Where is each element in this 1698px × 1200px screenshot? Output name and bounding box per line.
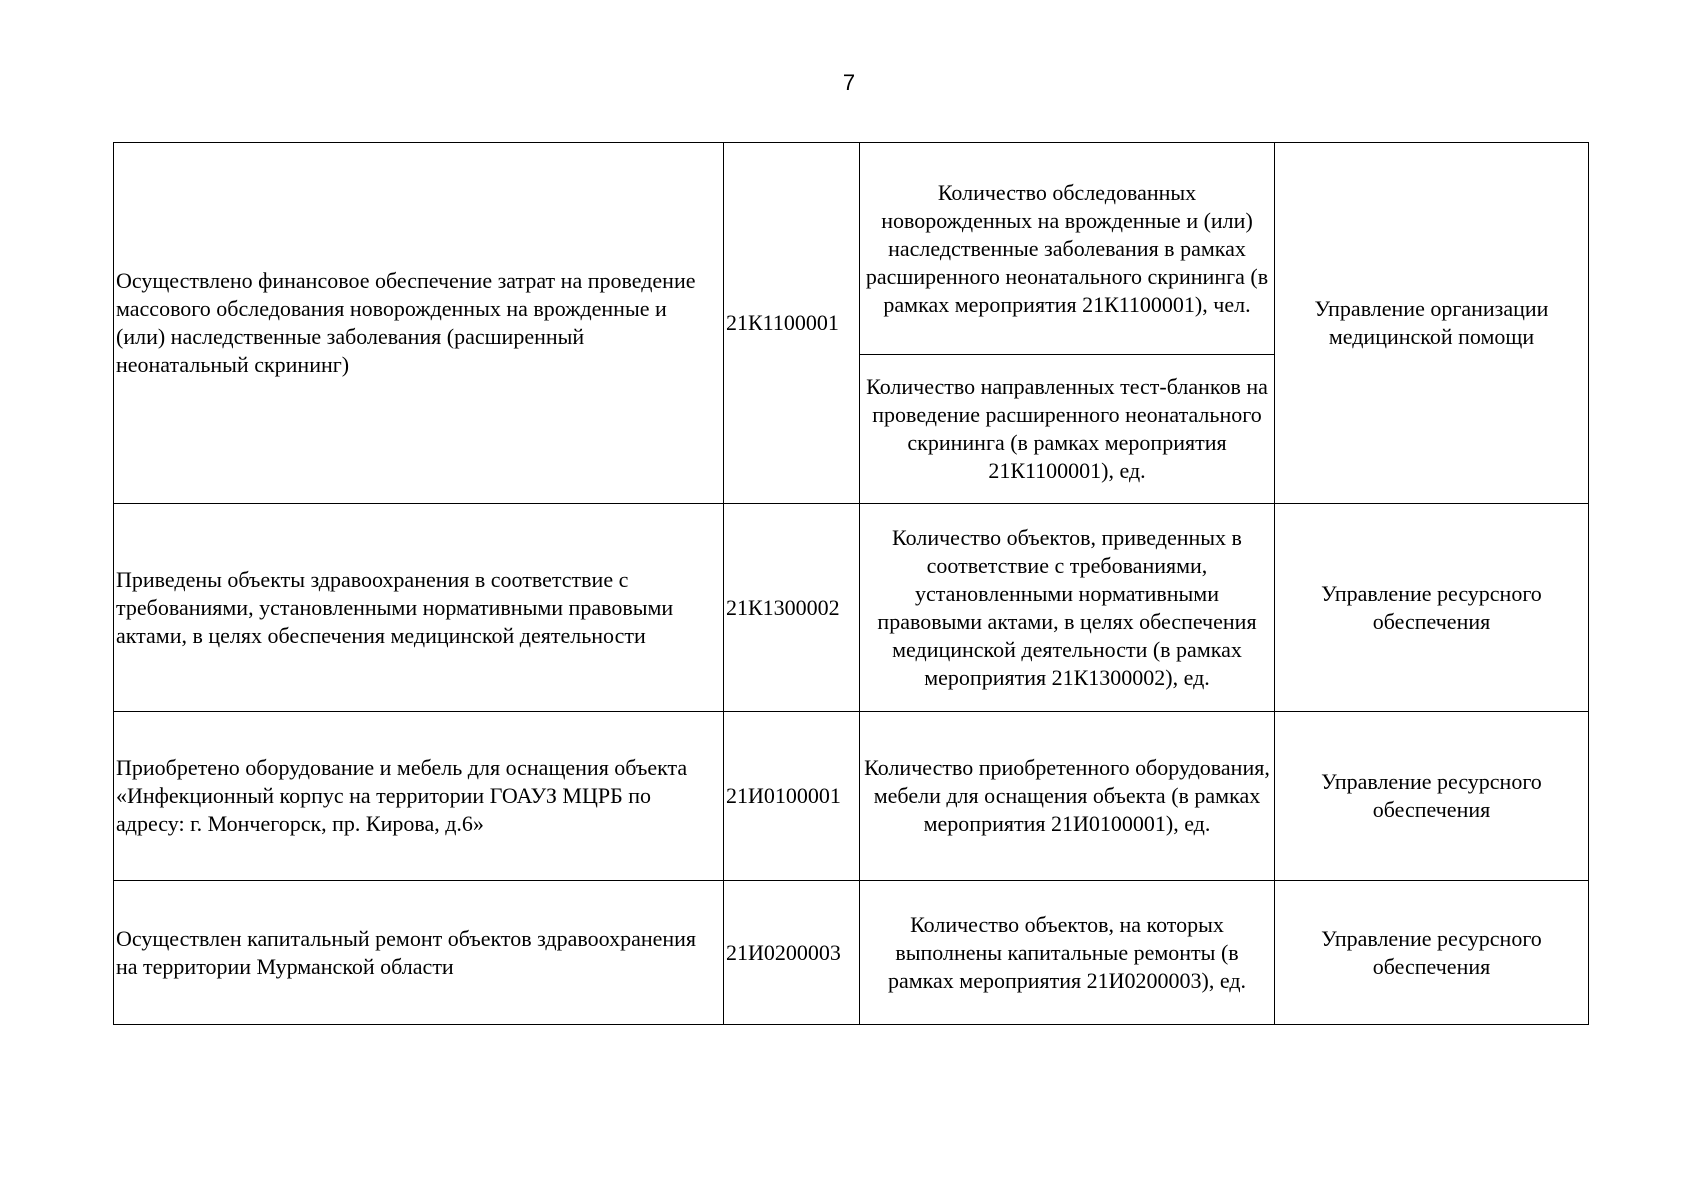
- responsible-cell: Управление организации медицинской помощи: [1275, 143, 1589, 504]
- code-cell: 21И0100001: [724, 712, 860, 881]
- indicator-cell: Количество обследованных новорожденных на врожденные и (или) наследственные заболевания в рамках расширенного неонатального скрининга (в рамках мероприятия 21К1100001), чел.: [860, 143, 1275, 355]
- responsible-cell: Управление ресурсного обеспечения: [1275, 881, 1589, 1025]
- indicator-cell: Количество объектов, на которых выполнены капитальные ремонты (в рамках мероприятия 21И0200003), ед.: [860, 881, 1275, 1025]
- activity-cell: Приведены объекты здравоохранения в соответствие с требованиями, установленными нормативными правовыми актами, в целях обеспечения медицинской деятельности: [114, 504, 724, 712]
- code-cell: 21К1300002: [724, 504, 860, 712]
- table-row: [114, 504, 1589, 712]
- table-row: [114, 143, 1589, 355]
- activity-cell: Приобретено оборудование и мебель для оснащения объекта «Инфекционный корпус на территории ГОАУЗ МЦРБ по адресу: г. Мончегорск, пр. Кирова, д.6»: [114, 712, 724, 881]
- activities-table: [113, 142, 1589, 1025]
- table-row: [114, 712, 1589, 881]
- indicator-cell: Количество объектов, приведенных в соответствие с требованиями, установленными нормативными правовыми актами, в целях обеспечения медицинской деятельности (в рамках мероприятия 21К1300002), ед.: [860, 504, 1275, 712]
- activity-cell: Осуществлен капитальный ремонт объектов здравоохранения на территории Мурманской области: [114, 881, 724, 1025]
- responsible-cell: Управление ресурсного обеспечения: [1275, 504, 1589, 712]
- code-cell: 21И0200003: [724, 881, 860, 1025]
- page-number: 7: [842, 70, 856, 95]
- activity-cell: Осуществлено финансовое обеспечение затрат на проведение массового обследования новорожденных на врожденные и (или) наследственные заболевания (расширенный неонатальный скрининг): [114, 143, 724, 504]
- responsible-cell: Управление ресурсного обеспечения: [1275, 712, 1589, 881]
- indicator-cell: Количество приобретенного оборудования, мебели для оснащения объекта (в рамках мероприятия 21И0100001), ед.: [860, 712, 1275, 881]
- indicator-cell: Количество направленных тест-бланков на проведение расширенного неонатального скрининга (в рамках мероприятия 21К1100001), ед.: [860, 355, 1275, 504]
- table-row: [114, 881, 1589, 1025]
- code-cell: 21К1100001: [724, 143, 860, 504]
